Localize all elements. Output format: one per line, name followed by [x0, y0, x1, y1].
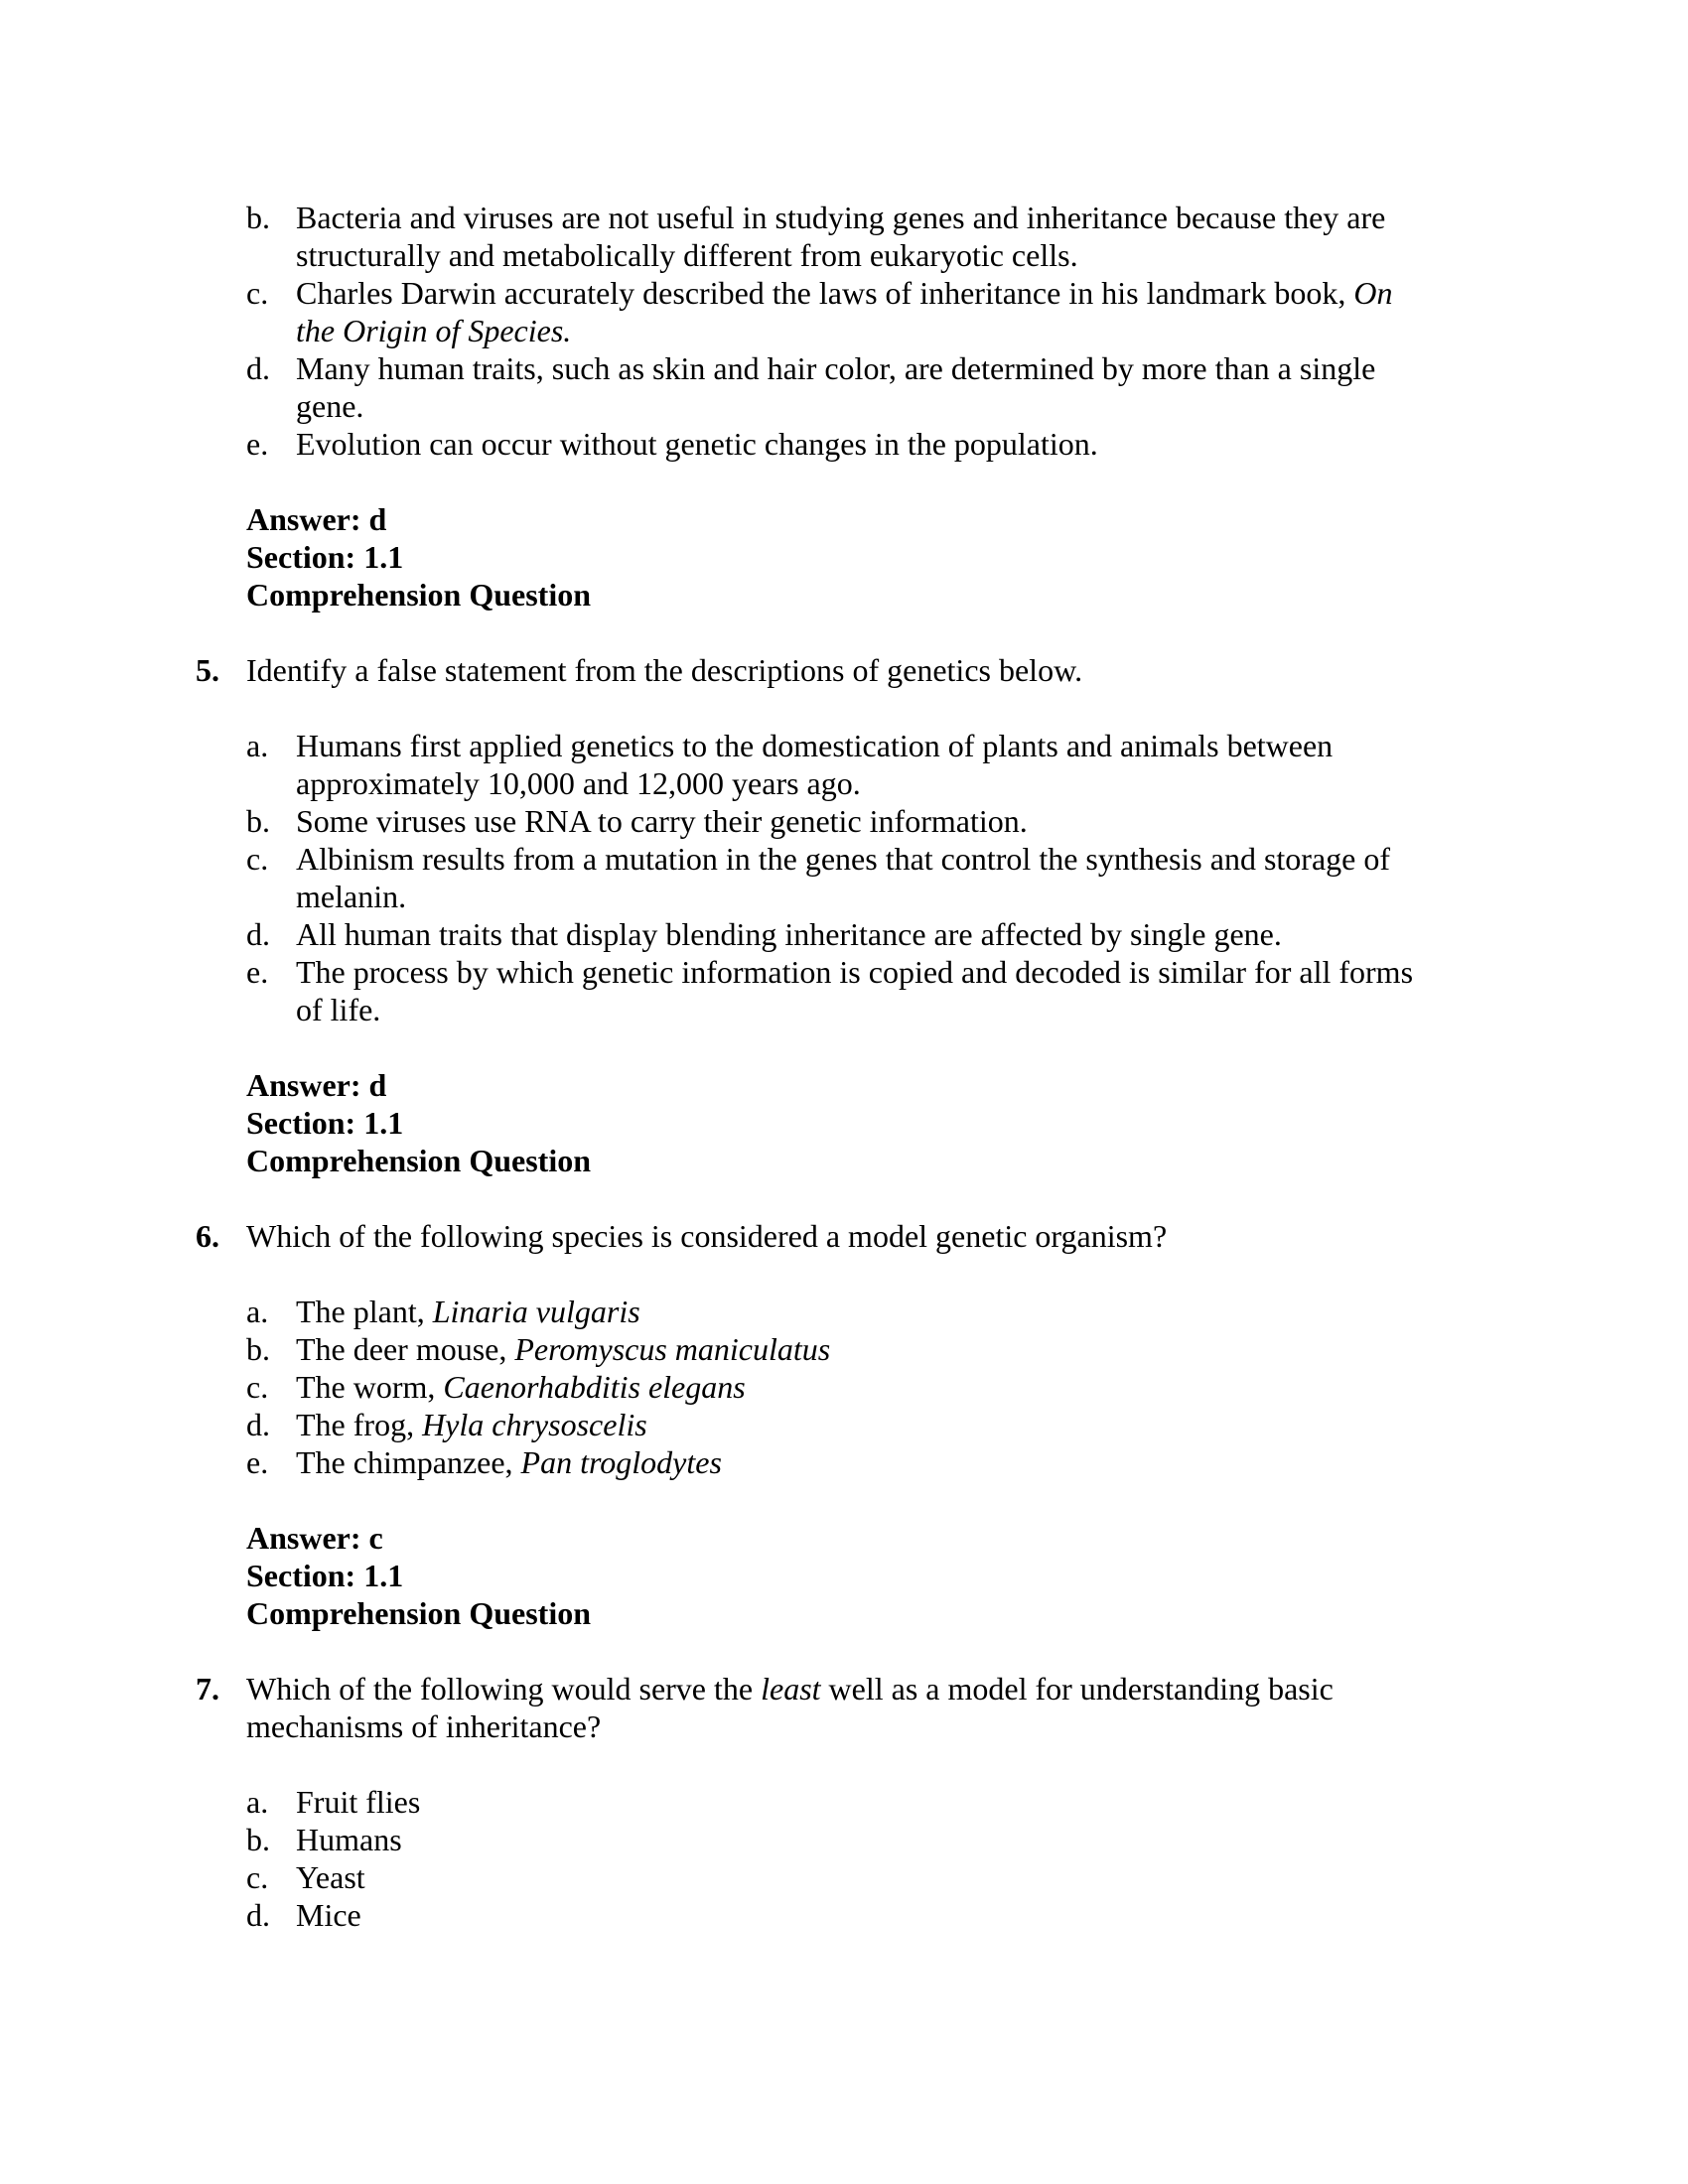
- option-letter: d.: [246, 1407, 270, 1442]
- answer-label: Answer: c: [246, 1520, 383, 1556]
- section-label: Section: 1.1: [246, 1105, 404, 1141]
- option-letter: e.: [246, 426, 269, 462]
- option-letter: b.: [246, 803, 270, 839]
- option-letter: c.: [246, 1859, 269, 1895]
- option-text: gene.: [296, 388, 364, 424]
- species-name: Caenorhabditis elegans: [443, 1369, 746, 1405]
- question-number: 6.: [196, 1218, 219, 1254]
- question-text: Which of the following would serve the least well as a model for understanding basic: [246, 1671, 1334, 1706]
- option-letter: d.: [246, 916, 270, 952]
- option-text: All human traits that display blending inheritance are affected by single gene.: [296, 916, 1282, 952]
- option-text: Many human traits, such as skin and hair color, are determined by more than a single: [296, 350, 1376, 386]
- option-letter: c.: [246, 1369, 269, 1405]
- option-text: Mice: [296, 1897, 361, 1933]
- option-letter: e.: [246, 954, 269, 990]
- question-text: Which of the following species is considered a model genetic organism?: [246, 1218, 1168, 1254]
- option-text: The process by which genetic information is copied and decoded is similar for all forms: [296, 954, 1414, 990]
- option-text: Yeast: [296, 1859, 365, 1895]
- option-text: Humans first applied genetics to the domestication of plants and animals between: [296, 728, 1334, 763]
- question-text: Identify a false statement from the descriptions of genetics below.: [246, 652, 1083, 688]
- species-name: Linaria vulgaris: [432, 1294, 640, 1329]
- option-text: Evolution can occur without genetic changes in the population.: [296, 426, 1098, 462]
- species-name: Peromyscus maniculatus: [514, 1331, 831, 1367]
- option-text: [296, 312, 571, 350]
- option-letter: e.: [246, 1444, 269, 1480]
- option-text: approximately 10,000 and 12,000 years ago.: [296, 765, 861, 801]
- option-text: Albinism results from a mutation in the genes that control the synthesis and storage of: [296, 841, 1391, 877]
- book-title: the Origin of Species.: [296, 313, 572, 348]
- option-letter: c.: [246, 275, 269, 311]
- option-text: melanin.: [296, 879, 407, 914]
- option-letter: a.: [246, 1294, 269, 1329]
- question-number: 5.: [196, 652, 219, 688]
- option-text: Charles Darwin accurately described the laws of inheritance in his landmark book, On: [296, 275, 1393, 311]
- answer-label: Answer: d: [246, 1067, 387, 1103]
- question-type-label: Comprehension Question: [246, 1595, 592, 1631]
- option-letter: d.: [246, 350, 270, 386]
- option-text: The frog, Hyla chrysoscelis: [296, 1407, 647, 1442]
- option-text: Fruit flies: [296, 1784, 421, 1820]
- option-text: The chimpanzee, Pan troglodytes: [296, 1444, 722, 1480]
- question-number: 7.: [196, 1671, 219, 1706]
- option-text: The worm, Caenorhabditis elegans: [296, 1369, 746, 1405]
- option-text: The deer mouse, Peromyscus maniculatus: [296, 1331, 831, 1367]
- option-text: of life.: [296, 992, 381, 1027]
- section-label: Section: 1.1: [246, 539, 404, 575]
- option-text: Bacteria and viruses are not useful in studying genes and inheritance because they are: [296, 200, 1386, 235]
- answer-label: Answer: d: [246, 501, 387, 537]
- question-type-label: Comprehension Question: [246, 1143, 592, 1178]
- option-letter: d.: [246, 1897, 270, 1933]
- option-text: structurally and metabolically different from eukaryotic cells.: [296, 237, 1078, 273]
- option-letter: c.: [246, 841, 269, 877]
- option-letter: a.: [246, 1784, 269, 1820]
- species-name: Pan troglodytes: [520, 1444, 722, 1480]
- option-text: Some viruses use RNA to carry their genetic information.: [296, 803, 1028, 839]
- option-text: The plant, Linaria vulgaris: [296, 1294, 640, 1329]
- emphasis: least: [761, 1671, 821, 1706]
- option-letter: a.: [246, 728, 269, 763]
- species-name: Hyla chrysoscelis: [422, 1407, 647, 1442]
- section-label: Section: 1.1: [246, 1558, 404, 1593]
- question-text: mechanisms of inheritance?: [246, 1708, 602, 1744]
- option-letter: b.: [246, 200, 270, 235]
- question-type-label: Comprehension Question: [246, 577, 592, 613]
- option-letter: b.: [246, 1331, 270, 1367]
- option-text: Humans: [296, 1822, 402, 1857]
- option-letter: b.: [246, 1822, 270, 1857]
- book-title: On: [1353, 275, 1393, 311]
